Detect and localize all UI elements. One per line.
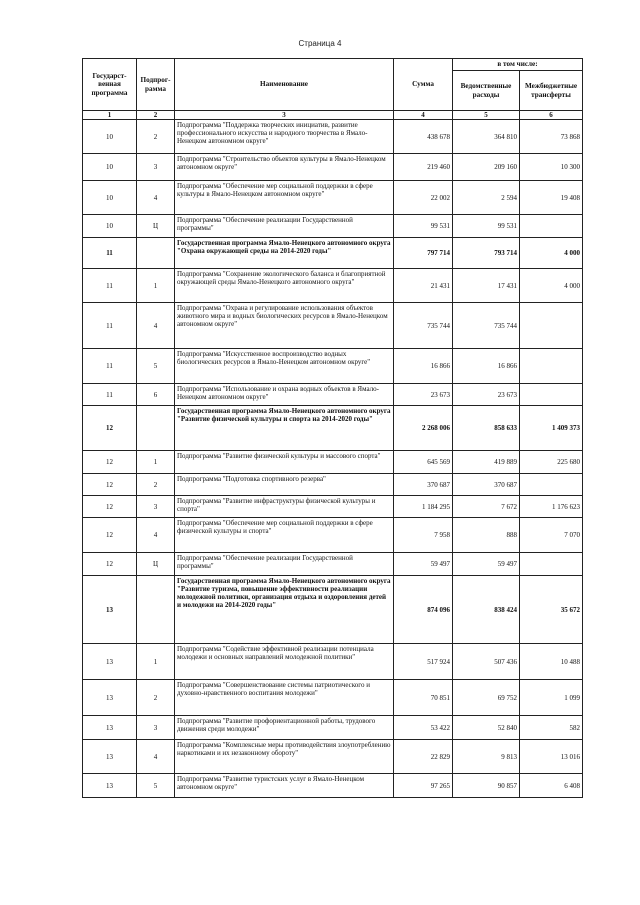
sum-value: 438 678 bbox=[394, 120, 453, 154]
program-name: Подпрограмма "Обеспечение мер социальной поддержки в сфере физической культуры и спорта" bbox=[175, 518, 394, 553]
program-name: Государственная программа Ямало-Ненецкого автономного округа "Охрана окружающей среды на 2014-2020 годы" bbox=[175, 238, 394, 269]
table-row bbox=[83, 716, 583, 740]
program-number: 11 bbox=[83, 384, 137, 406]
table-row bbox=[83, 269, 583, 303]
program-name: Государственная программа Ямало-Ненецкого автономного округа "Развитие физической культуры и спорта на 2014-2020 годы" bbox=[175, 406, 394, 451]
program-name: Подпрограмма "Обеспечение реализации Государственной программы" bbox=[175, 215, 394, 238]
departmental-value: 16 866 bbox=[453, 349, 520, 384]
sum-value: 874 096 bbox=[394, 576, 453, 644]
program-number: 11 bbox=[83, 349, 137, 384]
subprogram-number: Ц bbox=[137, 553, 175, 576]
program-name: Подпрограмма "Развитие профориентационной работы, трудового движения среди молодежи" bbox=[175, 716, 394, 740]
subprogram-number: 6 bbox=[137, 384, 175, 406]
sum-value: 97 265 bbox=[394, 774, 453, 798]
program-number: 11 bbox=[83, 238, 137, 269]
header-interbudget: Межбюджетные трансферты bbox=[520, 71, 583, 111]
departmental-value: 507 436 bbox=[453, 644, 520, 680]
sum-value: 99 531 bbox=[394, 215, 453, 238]
index-cell: 2 bbox=[137, 111, 175, 120]
program-name: Подпрограмма "Строительство объектов культуры в Ямало-Ненецком автономном округе" bbox=[175, 154, 394, 181]
program-number: 13 bbox=[83, 576, 137, 644]
table-row bbox=[83, 406, 583, 451]
table-row bbox=[83, 154, 583, 181]
header-program: Государст-венная программа bbox=[83, 59, 137, 111]
budget-table bbox=[82, 58, 583, 798]
subprogram-number: 3 bbox=[137, 154, 175, 181]
index-cell: 3 bbox=[175, 111, 394, 120]
program-name: Подпрограмма "Развитие туристских услуг в Ямало-Ненецком автономном округе" bbox=[175, 774, 394, 798]
page-label: Страница 4 bbox=[298, 39, 342, 48]
interbudget-value: 1 409 373 bbox=[520, 406, 583, 451]
interbudget-value bbox=[520, 215, 583, 238]
subprogram-number: Ц bbox=[137, 215, 175, 238]
departmental-value: 17 431 bbox=[453, 269, 520, 303]
departmental-value: 9 813 bbox=[453, 740, 520, 774]
departmental-value: 364 810 bbox=[453, 120, 520, 154]
table-row bbox=[83, 680, 583, 716]
subprogram-number bbox=[137, 576, 175, 644]
program-name: Подпрограмма "Содействие эффективной реализации потенциала молодежи и основных направлений молодежной политики" bbox=[175, 644, 394, 680]
subprogram-number: 4 bbox=[137, 518, 175, 553]
sum-value: 2 268 006 bbox=[394, 406, 453, 451]
subprogram-number: 1 bbox=[137, 269, 175, 303]
interbudget-value: 13 016 bbox=[520, 740, 583, 774]
subprogram-number: 3 bbox=[137, 496, 175, 518]
interbudget-value: 4 000 bbox=[520, 269, 583, 303]
sum-value: 53 422 bbox=[394, 716, 453, 740]
program-name: Подпрограмма "Развитие физической культуры и массового спорта" bbox=[175, 451, 394, 474]
sum-value: 1 184 295 bbox=[394, 496, 453, 518]
sum-value: 22 829 bbox=[394, 740, 453, 774]
program-name: Подпрограмма "Совершенствование системы патриотического и духовно-нравственного воспитания молодежи" bbox=[175, 680, 394, 716]
departmental-value: 99 531 bbox=[453, 215, 520, 238]
subprogram-number: 1 bbox=[137, 644, 175, 680]
interbudget-value: 225 680 bbox=[520, 451, 583, 474]
header-departmental: Ведомственные расходы bbox=[453, 71, 520, 111]
table-row bbox=[83, 120, 583, 154]
sum-value: 59 497 bbox=[394, 553, 453, 576]
program-number: 10 bbox=[83, 154, 137, 181]
table-row bbox=[83, 215, 583, 238]
program-name: Подпрограмма "Использование и охрана водных объектов в Ямало-Ненецком автономном округе" bbox=[175, 384, 394, 406]
program-number: 12 bbox=[83, 451, 137, 474]
table-row bbox=[83, 349, 583, 384]
subprogram-number bbox=[137, 238, 175, 269]
subprogram-number bbox=[137, 406, 175, 451]
departmental-value: 370 687 bbox=[453, 474, 520, 496]
sum-value: 21 431 bbox=[394, 269, 453, 303]
index-cell: 4 bbox=[394, 111, 453, 120]
interbudget-value bbox=[520, 303, 583, 349]
program-number: 11 bbox=[83, 269, 137, 303]
interbudget-value: 582 bbox=[520, 716, 583, 740]
departmental-value: 735 744 bbox=[453, 303, 520, 349]
program-name: Подпрограмма "Искусственное воспроизводство водных биологических ресурсов в Ямало-Ненецком автономном округе" bbox=[175, 349, 394, 384]
program-name: Подпрограмма "Подготовка спортивного резерва" bbox=[175, 474, 394, 496]
table-row bbox=[83, 576, 583, 644]
departmental-value: 209 160 bbox=[453, 154, 520, 181]
program-name: Подпрограмма "Обеспечение реализации Государственной программы" bbox=[175, 553, 394, 576]
header-name: Наименование bbox=[175, 59, 394, 111]
departmental-value: 838 424 bbox=[453, 576, 520, 644]
program-number: 10 bbox=[83, 215, 137, 238]
subprogram-number: 3 bbox=[137, 716, 175, 740]
departmental-value: 888 bbox=[453, 518, 520, 553]
program-number: 13 bbox=[83, 774, 137, 798]
interbudget-value bbox=[520, 384, 583, 406]
sum-value: 23 673 bbox=[394, 384, 453, 406]
header-subprogram: Подпрог-рамма bbox=[137, 59, 175, 111]
interbudget-value bbox=[520, 553, 583, 576]
departmental-value: 7 672 bbox=[453, 496, 520, 518]
departmental-value: 69 752 bbox=[453, 680, 520, 716]
interbudget-value: 10 488 bbox=[520, 644, 583, 680]
table-row bbox=[83, 553, 583, 576]
subprogram-number: 2 bbox=[137, 120, 175, 154]
index-cell: 1 bbox=[83, 111, 137, 120]
sum-value: 517 924 bbox=[394, 644, 453, 680]
program-name: Подпрограмма "Обеспечение мер социальной поддержки в сфере культуры в Ямало-Ненецком автономном округе" bbox=[175, 181, 394, 215]
subprogram-number: 4 bbox=[137, 303, 175, 349]
program-name: Подпрограмма "Комплексные меры противодействия злоупотреблению наркотиками и их незаконному обороту" bbox=[175, 740, 394, 774]
header-sum: Сумма bbox=[394, 59, 453, 111]
program-number: 12 bbox=[83, 474, 137, 496]
sum-value: 797 714 bbox=[394, 238, 453, 269]
sum-value: 22 002 bbox=[394, 181, 453, 215]
interbudget-value: 7 070 bbox=[520, 518, 583, 553]
subprogram-number: 1 bbox=[137, 451, 175, 474]
departmental-value: 2 594 bbox=[453, 181, 520, 215]
program-name: Подпрограмма "Сохранение экологического баланса и благоприятной окружающей среды Ямало-Ненецкого автономного округа" bbox=[175, 269, 394, 303]
departmental-value: 419 889 bbox=[453, 451, 520, 474]
table-row bbox=[83, 451, 583, 474]
program-name: Подпрограмма "Поддержка творческих инициатив, развитие профессионального искусства и народного творчества в Ямало-Ненецком автономном округе" bbox=[175, 120, 394, 154]
subprogram-number: 4 bbox=[137, 740, 175, 774]
departmental-value: 52 840 bbox=[453, 716, 520, 740]
program-number: 13 bbox=[83, 716, 137, 740]
program-name: Государственная программа Ямало-Ненецкого автономного округа "Развитие туризма, повышение эффективности реализации молодежной политики, организация отдыха и оздоровления детей и молодежи на 2014-2020 годы" bbox=[175, 576, 394, 644]
sum-value: 645 569 bbox=[394, 451, 453, 474]
program-number: 12 bbox=[83, 406, 137, 451]
table-row bbox=[83, 496, 583, 518]
sum-value: 735 744 bbox=[394, 303, 453, 349]
departmental-value: 59 497 bbox=[453, 553, 520, 576]
program-number: 12 bbox=[83, 496, 137, 518]
sum-value: 7 958 bbox=[394, 518, 453, 553]
program-name: Подпрограмма "Охрана и регулирование использования объектов животного мира и водных биологических ресурсов в Ямало-Ненецком автономном округе" bbox=[175, 303, 394, 349]
subprogram-number: 5 bbox=[137, 774, 175, 798]
table-row bbox=[83, 303, 583, 349]
program-number: 10 bbox=[83, 120, 137, 154]
program-number: 12 bbox=[83, 553, 137, 576]
subprogram-number: 2 bbox=[137, 474, 175, 496]
departmental-value: 23 673 bbox=[453, 384, 520, 406]
interbudget-value: 10 300 bbox=[520, 154, 583, 181]
interbudget-value bbox=[520, 474, 583, 496]
sum-value: 219 460 bbox=[394, 154, 453, 181]
header-including: в том числе: bbox=[453, 59, 583, 71]
program-number: 13 bbox=[83, 740, 137, 774]
sum-value: 70 851 bbox=[394, 680, 453, 716]
table-row bbox=[83, 740, 583, 774]
program-number: 10 bbox=[83, 181, 137, 215]
sum-value: 16 866 bbox=[394, 349, 453, 384]
program-number: 12 bbox=[83, 518, 137, 553]
program-number: 13 bbox=[83, 680, 137, 716]
table-row bbox=[83, 474, 583, 496]
program-number: 11 bbox=[83, 303, 137, 349]
interbudget-value: 6 408 bbox=[520, 774, 583, 798]
index-cell: 5 bbox=[453, 111, 520, 120]
interbudget-value: 73 868 bbox=[520, 120, 583, 154]
interbudget-value: 1 176 623 bbox=[520, 496, 583, 518]
table-row bbox=[83, 181, 583, 215]
departmental-value: 90 857 bbox=[453, 774, 520, 798]
table-row bbox=[83, 518, 583, 553]
interbudget-value: 1 099 bbox=[520, 680, 583, 716]
program-number: 13 bbox=[83, 644, 137, 680]
table-body bbox=[83, 120, 583, 798]
interbudget-value: 19 408 bbox=[520, 181, 583, 215]
table-row bbox=[83, 644, 583, 680]
interbudget-value: 4 000 bbox=[520, 238, 583, 269]
departmental-value: 858 633 bbox=[453, 406, 520, 451]
interbudget-value bbox=[520, 349, 583, 384]
subprogram-number: 5 bbox=[137, 349, 175, 384]
subprogram-number: 4 bbox=[137, 181, 175, 215]
table-row bbox=[83, 238, 583, 269]
sum-value: 370 687 bbox=[394, 474, 453, 496]
program-name: Подпрограмма "Развитие инфраструктуры физической культуры и спорта" bbox=[175, 496, 394, 518]
table-row bbox=[83, 384, 583, 406]
index-cell: 6 bbox=[520, 111, 583, 120]
interbudget-value: 35 672 bbox=[520, 576, 583, 644]
subprogram-number: 2 bbox=[137, 680, 175, 716]
table-row bbox=[83, 774, 583, 798]
departmental-value: 793 714 bbox=[453, 238, 520, 269]
